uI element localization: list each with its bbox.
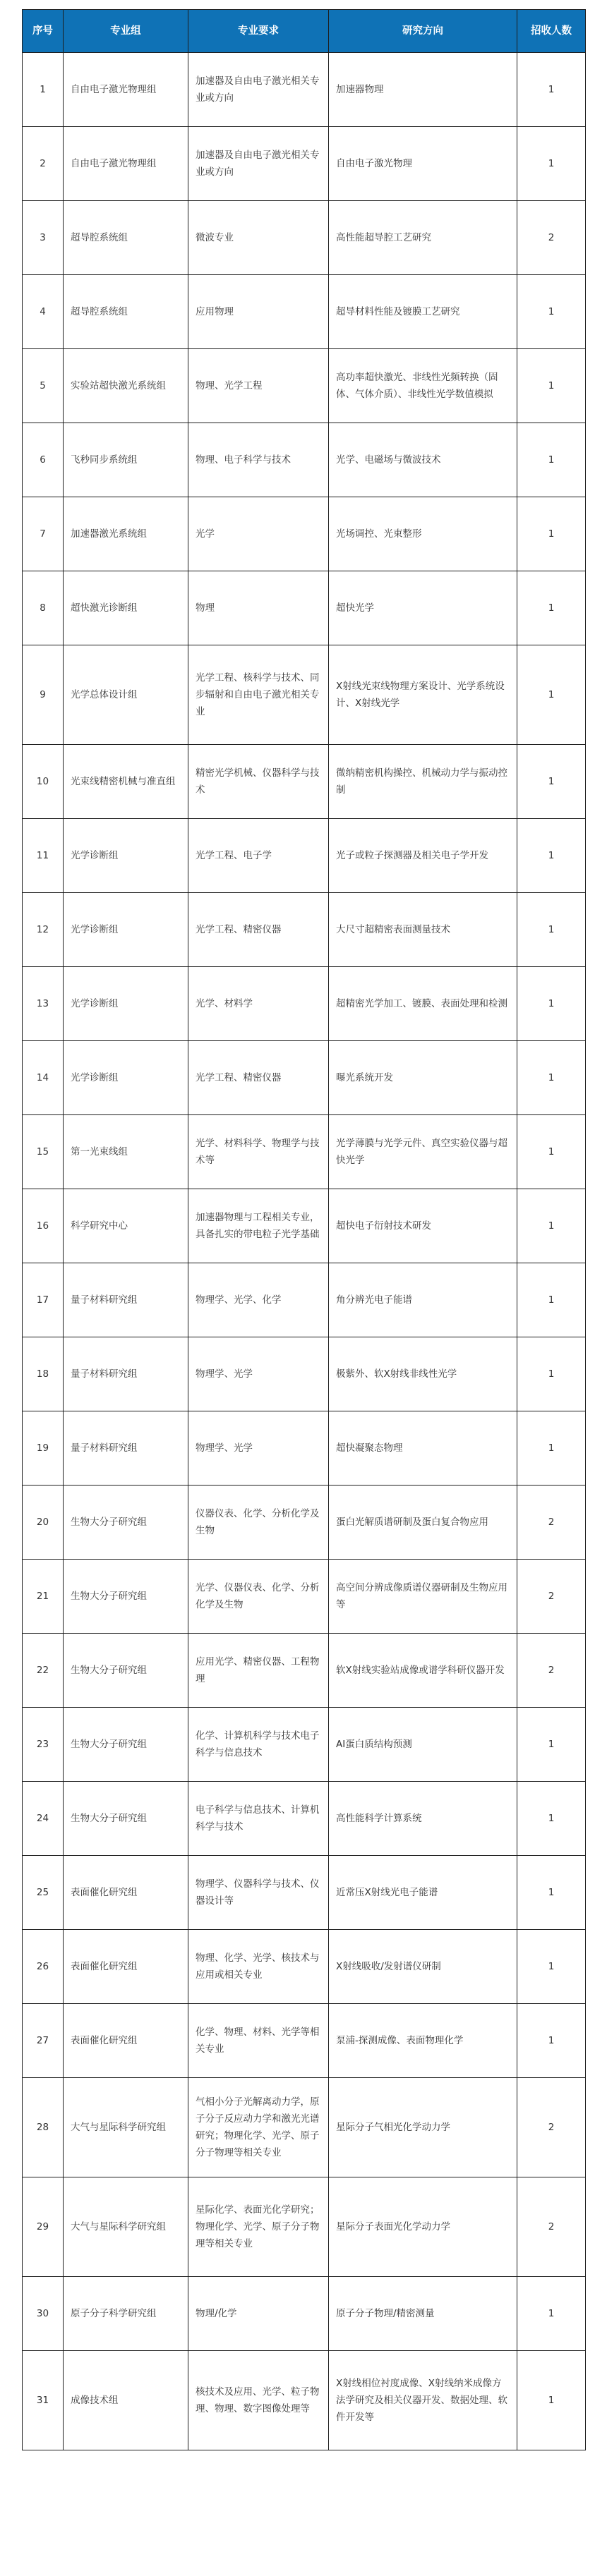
cell-group: 加速器激光系统组: [64, 497, 188, 571]
header-count: 招收人数: [517, 10, 586, 53]
cell-group: 量子材料研究组: [64, 1263, 188, 1337]
cell-major: 星际化学、表面光化学研究；物理化学、光学、原子分子物理等相关专业: [188, 2177, 329, 2277]
cell-direction: 超导材料性能及镀膜工艺研究: [329, 275, 517, 349]
table-row: [23, 645, 586, 745]
cell-count: 1: [517, 1930, 586, 2004]
cell-group: 表面催化研究组: [64, 1856, 188, 1930]
cell-major: 加速器物理与工程相关专业，具备扎实的带电粒子光学基础: [188, 1189, 329, 1263]
cell-count: 1: [517, 127, 586, 201]
cell-group: 量子材料研究组: [64, 1337, 188, 1411]
table-row: [23, 53, 586, 127]
cell-group: 科学研究中心: [64, 1189, 188, 1263]
table-row: [23, 1411, 586, 1486]
table-row: [23, 745, 586, 819]
cell-no: 16: [23, 1189, 64, 1263]
cell-direction: 大尺寸超精密表面测量技术: [329, 893, 517, 967]
cell-no: 25: [23, 1856, 64, 1930]
cell-major: 微波专业: [188, 201, 329, 275]
table-row: [23, 2277, 586, 2351]
cell-group: 生物大分子研究组: [64, 1560, 188, 1634]
cell-count: 2: [517, 1560, 586, 1634]
cell-major: 化学、物理、材料、光学等相关专业: [188, 2004, 329, 2078]
cell-no: 13: [23, 967, 64, 1041]
cell-group: 生物大分子研究组: [64, 1782, 188, 1856]
cell-count: 1: [517, 645, 586, 745]
table-row: [23, 2078, 586, 2177]
cell-direction: 微纳精密机构操控、机械动力学与振动控制: [329, 745, 517, 819]
cell-major: 电子科学与信息技术、计算机科学与技术: [188, 1782, 329, 1856]
cell-no: 7: [23, 497, 64, 571]
cell-major: 物理学、光学、化学: [188, 1263, 329, 1337]
cell-direction: 近常压X射线光电子能谱: [329, 1856, 517, 1930]
cell-count: 2: [517, 2177, 586, 2277]
cell-group: 成像技术组: [64, 2351, 188, 2450]
cell-no: 19: [23, 1411, 64, 1486]
cell-direction: 高性能超导腔工艺研究: [329, 201, 517, 275]
table-row: [23, 201, 586, 275]
cell-group: 量子材料研究组: [64, 1411, 188, 1486]
cell-count: 1: [517, 571, 586, 645]
cell-major: 物理、化学、光学、核技术与应用或相关专业: [188, 1930, 329, 2004]
cell-no: 26: [23, 1930, 64, 2004]
cell-no: 29: [23, 2177, 64, 2277]
cell-direction: 光学薄膜与光学元件、真空实验仪器与超快光学: [329, 1115, 517, 1189]
cell-direction: 超精密光学加工、镀膜、表面处理和检测: [329, 967, 517, 1041]
cell-group: 原子分子科学研究组: [64, 2277, 188, 2351]
cell-direction: 高功率超快激光、非线性光频转换（固体、气体介质）、非线性光学数值模拟: [329, 349, 517, 423]
cell-major: 光学: [188, 497, 329, 571]
cell-direction: 角分辨光电子能谱: [329, 1263, 517, 1337]
cell-direction: 加速器物理: [329, 53, 517, 127]
table-row: [23, 1115, 586, 1189]
cell-count: 1: [517, 893, 586, 967]
table-row: [23, 967, 586, 1041]
cell-group: 生物大分子研究组: [64, 1634, 188, 1708]
recruitment-table: [22, 9, 586, 2450]
table-row: [23, 1337, 586, 1411]
cell-no: 14: [23, 1041, 64, 1115]
table-row: [23, 1856, 586, 1930]
cell-no: 17: [23, 1263, 64, 1337]
cell-group: 实验站超快激光系统组: [64, 349, 188, 423]
table-row: [23, 423, 586, 497]
cell-count: 1: [517, 1115, 586, 1189]
cell-count: 1: [517, 1041, 586, 1115]
table-row: [23, 1263, 586, 1337]
cell-count: 1: [517, 1263, 586, 1337]
cell-direction: 软X射线实验站成像或谱学科研仪器开发: [329, 1634, 517, 1708]
cell-group: 光束线精密机械与准直组: [64, 745, 188, 819]
cell-major: 精密光学机械、仪器科学与技术: [188, 745, 329, 819]
cell-group: 大气与星际科学研究组: [64, 2177, 188, 2277]
cell-direction: 光子或粒子探测器及相关电子学开发: [329, 819, 517, 893]
cell-no: 21: [23, 1560, 64, 1634]
cell-count: 1: [517, 53, 586, 127]
cell-count: 1: [517, 1856, 586, 1930]
cell-no: 30: [23, 2277, 64, 2351]
cell-count: 2: [517, 201, 586, 275]
cell-direction: 自由电子激光物理: [329, 127, 517, 201]
cell-direction: 光学、电磁场与微波技术: [329, 423, 517, 497]
cell-direction: 高性能科学计算系统: [329, 1782, 517, 1856]
cell-group: 超快激光诊断组: [64, 571, 188, 645]
cell-direction: 曝光系统开发: [329, 1041, 517, 1115]
table-header-row: [23, 10, 586, 53]
cell-group: 超导腔系统组: [64, 201, 188, 275]
recruitment-table-wrapper: [22, 9, 585, 2450]
cell-major: 物理/化学: [188, 2277, 329, 2351]
cell-direction: 超快电子衍射技术研发: [329, 1189, 517, 1263]
cell-count: 1: [517, 275, 586, 349]
cell-major: 光学、材料科学、物理学与技术等: [188, 1115, 329, 1189]
cell-no: 15: [23, 1115, 64, 1189]
cell-count: 1: [517, 2277, 586, 2351]
table-row: [23, 1486, 586, 1560]
cell-no: 10: [23, 745, 64, 819]
cell-count: 1: [517, 349, 586, 423]
cell-count: 2: [517, 2078, 586, 2177]
header-direction: 研究方向: [329, 10, 517, 53]
cell-no: 2: [23, 127, 64, 201]
cell-no: 1: [23, 53, 64, 127]
cell-major: 应用物理: [188, 275, 329, 349]
cell-major: 化学、计算机科学与技术电子科学与信息技术: [188, 1708, 329, 1782]
cell-no: 4: [23, 275, 64, 349]
cell-count: 1: [517, 745, 586, 819]
cell-group: 第一光束线组: [64, 1115, 188, 1189]
table-row: [23, 1189, 586, 1263]
cell-direction: 泵浦-探测成像、表面物理化学: [329, 2004, 517, 2078]
cell-count: 1: [517, 967, 586, 1041]
cell-direction: 极紫外、软X射线非线性光学: [329, 1337, 517, 1411]
table-row: [23, 1634, 586, 1708]
cell-group: 超导腔系统组: [64, 275, 188, 349]
table-row: [23, 893, 586, 967]
cell-major: 气相小分子光解离动力学，原子分子反应动力学和激光光谱研究；物理化学、光学、原子分子物理等相关专业: [188, 2078, 329, 2177]
cell-major: 光学、材料学: [188, 967, 329, 1041]
cell-group: 生物大分子研究组: [64, 1708, 188, 1782]
cell-no: 12: [23, 893, 64, 967]
table-row: [23, 571, 586, 645]
cell-major: 核技术及应用、光学、粒子物理、物理、数字图像处理等: [188, 2351, 329, 2450]
cell-group: 表面催化研究组: [64, 2004, 188, 2078]
cell-no: 9: [23, 645, 64, 745]
cell-group: 光学诊断组: [64, 967, 188, 1041]
table-row: [23, 275, 586, 349]
cell-group: 自由电子激光物理组: [64, 127, 188, 201]
cell-direction: 高空间分辨成像质谱仪器研制及生物应用等: [329, 1560, 517, 1634]
table-row: [23, 127, 586, 201]
cell-group: 光学诊断组: [64, 819, 188, 893]
cell-direction: 超快光学: [329, 571, 517, 645]
header-group: 专业组: [64, 10, 188, 53]
table-row: [23, 497, 586, 571]
cell-major: 物理、电子科学与技术: [188, 423, 329, 497]
table-row: [23, 1930, 586, 2004]
cell-count: 1: [517, 1189, 586, 1263]
cell-count: 1: [517, 1782, 586, 1856]
cell-no: 24: [23, 1782, 64, 1856]
cell-major: 物理学、仪器科学与技术、仪器设计等: [188, 1856, 329, 1930]
cell-group: 大气与星际科学研究组: [64, 2078, 188, 2177]
cell-group: 光学诊断组: [64, 893, 188, 967]
table-row: [23, 2004, 586, 2078]
header-major: 专业要求: [188, 10, 329, 53]
cell-major: 物理: [188, 571, 329, 645]
cell-major: 加速器及自由电子激光相关专业或方向: [188, 127, 329, 201]
cell-no: 3: [23, 201, 64, 275]
cell-direction: X射线吸收/发射谱仪研制: [329, 1930, 517, 2004]
cell-no: 31: [23, 2351, 64, 2450]
cell-no: 6: [23, 423, 64, 497]
cell-count: 1: [517, 423, 586, 497]
cell-major: 光学工程、精密仪器: [188, 893, 329, 967]
cell-major: 光学工程、电子学: [188, 819, 329, 893]
cell-major: 光学工程、核科学与技术、同步辐射和自由电子激光相关专业: [188, 645, 329, 745]
cell-no: 5: [23, 349, 64, 423]
cell-count: 1: [517, 1708, 586, 1782]
cell-direction: AI蛋白质结构预测: [329, 1708, 517, 1782]
cell-major: 光学工程、精密仪器: [188, 1041, 329, 1115]
cell-direction: 蛋白光解质谱研制及蛋白复合物应用: [329, 1486, 517, 1560]
header-no: 序号: [23, 10, 64, 53]
cell-major: 光学、仪器仪表、化学、分析化学及生物: [188, 1560, 329, 1634]
cell-no: 18: [23, 1337, 64, 1411]
cell-direction: 星际分子气相光化学动力学: [329, 2078, 517, 2177]
cell-group: 光学诊断组: [64, 1041, 188, 1115]
cell-group: 光学总体设计组: [64, 645, 188, 745]
table-row: [23, 349, 586, 423]
table-row: [23, 1041, 586, 1115]
cell-no: 20: [23, 1486, 64, 1560]
cell-major: 物理、光学工程: [188, 349, 329, 423]
table-row: [23, 2351, 586, 2450]
cell-count: 2: [517, 1486, 586, 1560]
cell-major: 物理学、光学: [188, 1411, 329, 1486]
cell-group: 生物大分子研究组: [64, 1486, 188, 1560]
cell-direction: 星际分子表面光化学动力学: [329, 2177, 517, 2277]
cell-count: 1: [517, 2351, 586, 2450]
cell-group: 表面催化研究组: [64, 1930, 188, 2004]
cell-no: 27: [23, 2004, 64, 2078]
table-row: [23, 2177, 586, 2277]
table-row: [23, 1708, 586, 1782]
cell-count: 1: [517, 497, 586, 571]
cell-no: 8: [23, 571, 64, 645]
cell-no: 28: [23, 2078, 64, 2177]
cell-group: 飞秒同步系统组: [64, 423, 188, 497]
cell-direction: 超快凝聚态物理: [329, 1411, 517, 1486]
cell-direction: X射线相位衬度成像、X射线纳米成像方法学研究及相关仪器开发、数据处理、软件开发等: [329, 2351, 517, 2450]
cell-no: 22: [23, 1634, 64, 1708]
cell-group: 自由电子激光物理组: [64, 53, 188, 127]
cell-major: 应用光学、精密仪器、工程物理: [188, 1634, 329, 1708]
cell-count: 2: [517, 1634, 586, 1708]
table-row: [23, 819, 586, 893]
cell-direction: 光场调控、光束整形: [329, 497, 517, 571]
cell-no: 11: [23, 819, 64, 893]
table-row: [23, 1782, 586, 1856]
cell-major: 仪器仪表、化学、分析化学及生物: [188, 1486, 329, 1560]
cell-direction: X射线光束线物理方案设计、光学系统设计、X射线光学: [329, 645, 517, 745]
table-row: [23, 1560, 586, 1634]
cell-major: 物理学、光学: [188, 1337, 329, 1411]
cell-count: 1: [517, 819, 586, 893]
cell-count: 1: [517, 1337, 586, 1411]
cell-major: 加速器及自由电子激光相关专业或方向: [188, 53, 329, 127]
cell-count: 1: [517, 1411, 586, 1486]
cell-direction: 原子分子物理/精密测量: [329, 2277, 517, 2351]
cell-count: 1: [517, 2004, 586, 2078]
cell-no: 23: [23, 1708, 64, 1782]
